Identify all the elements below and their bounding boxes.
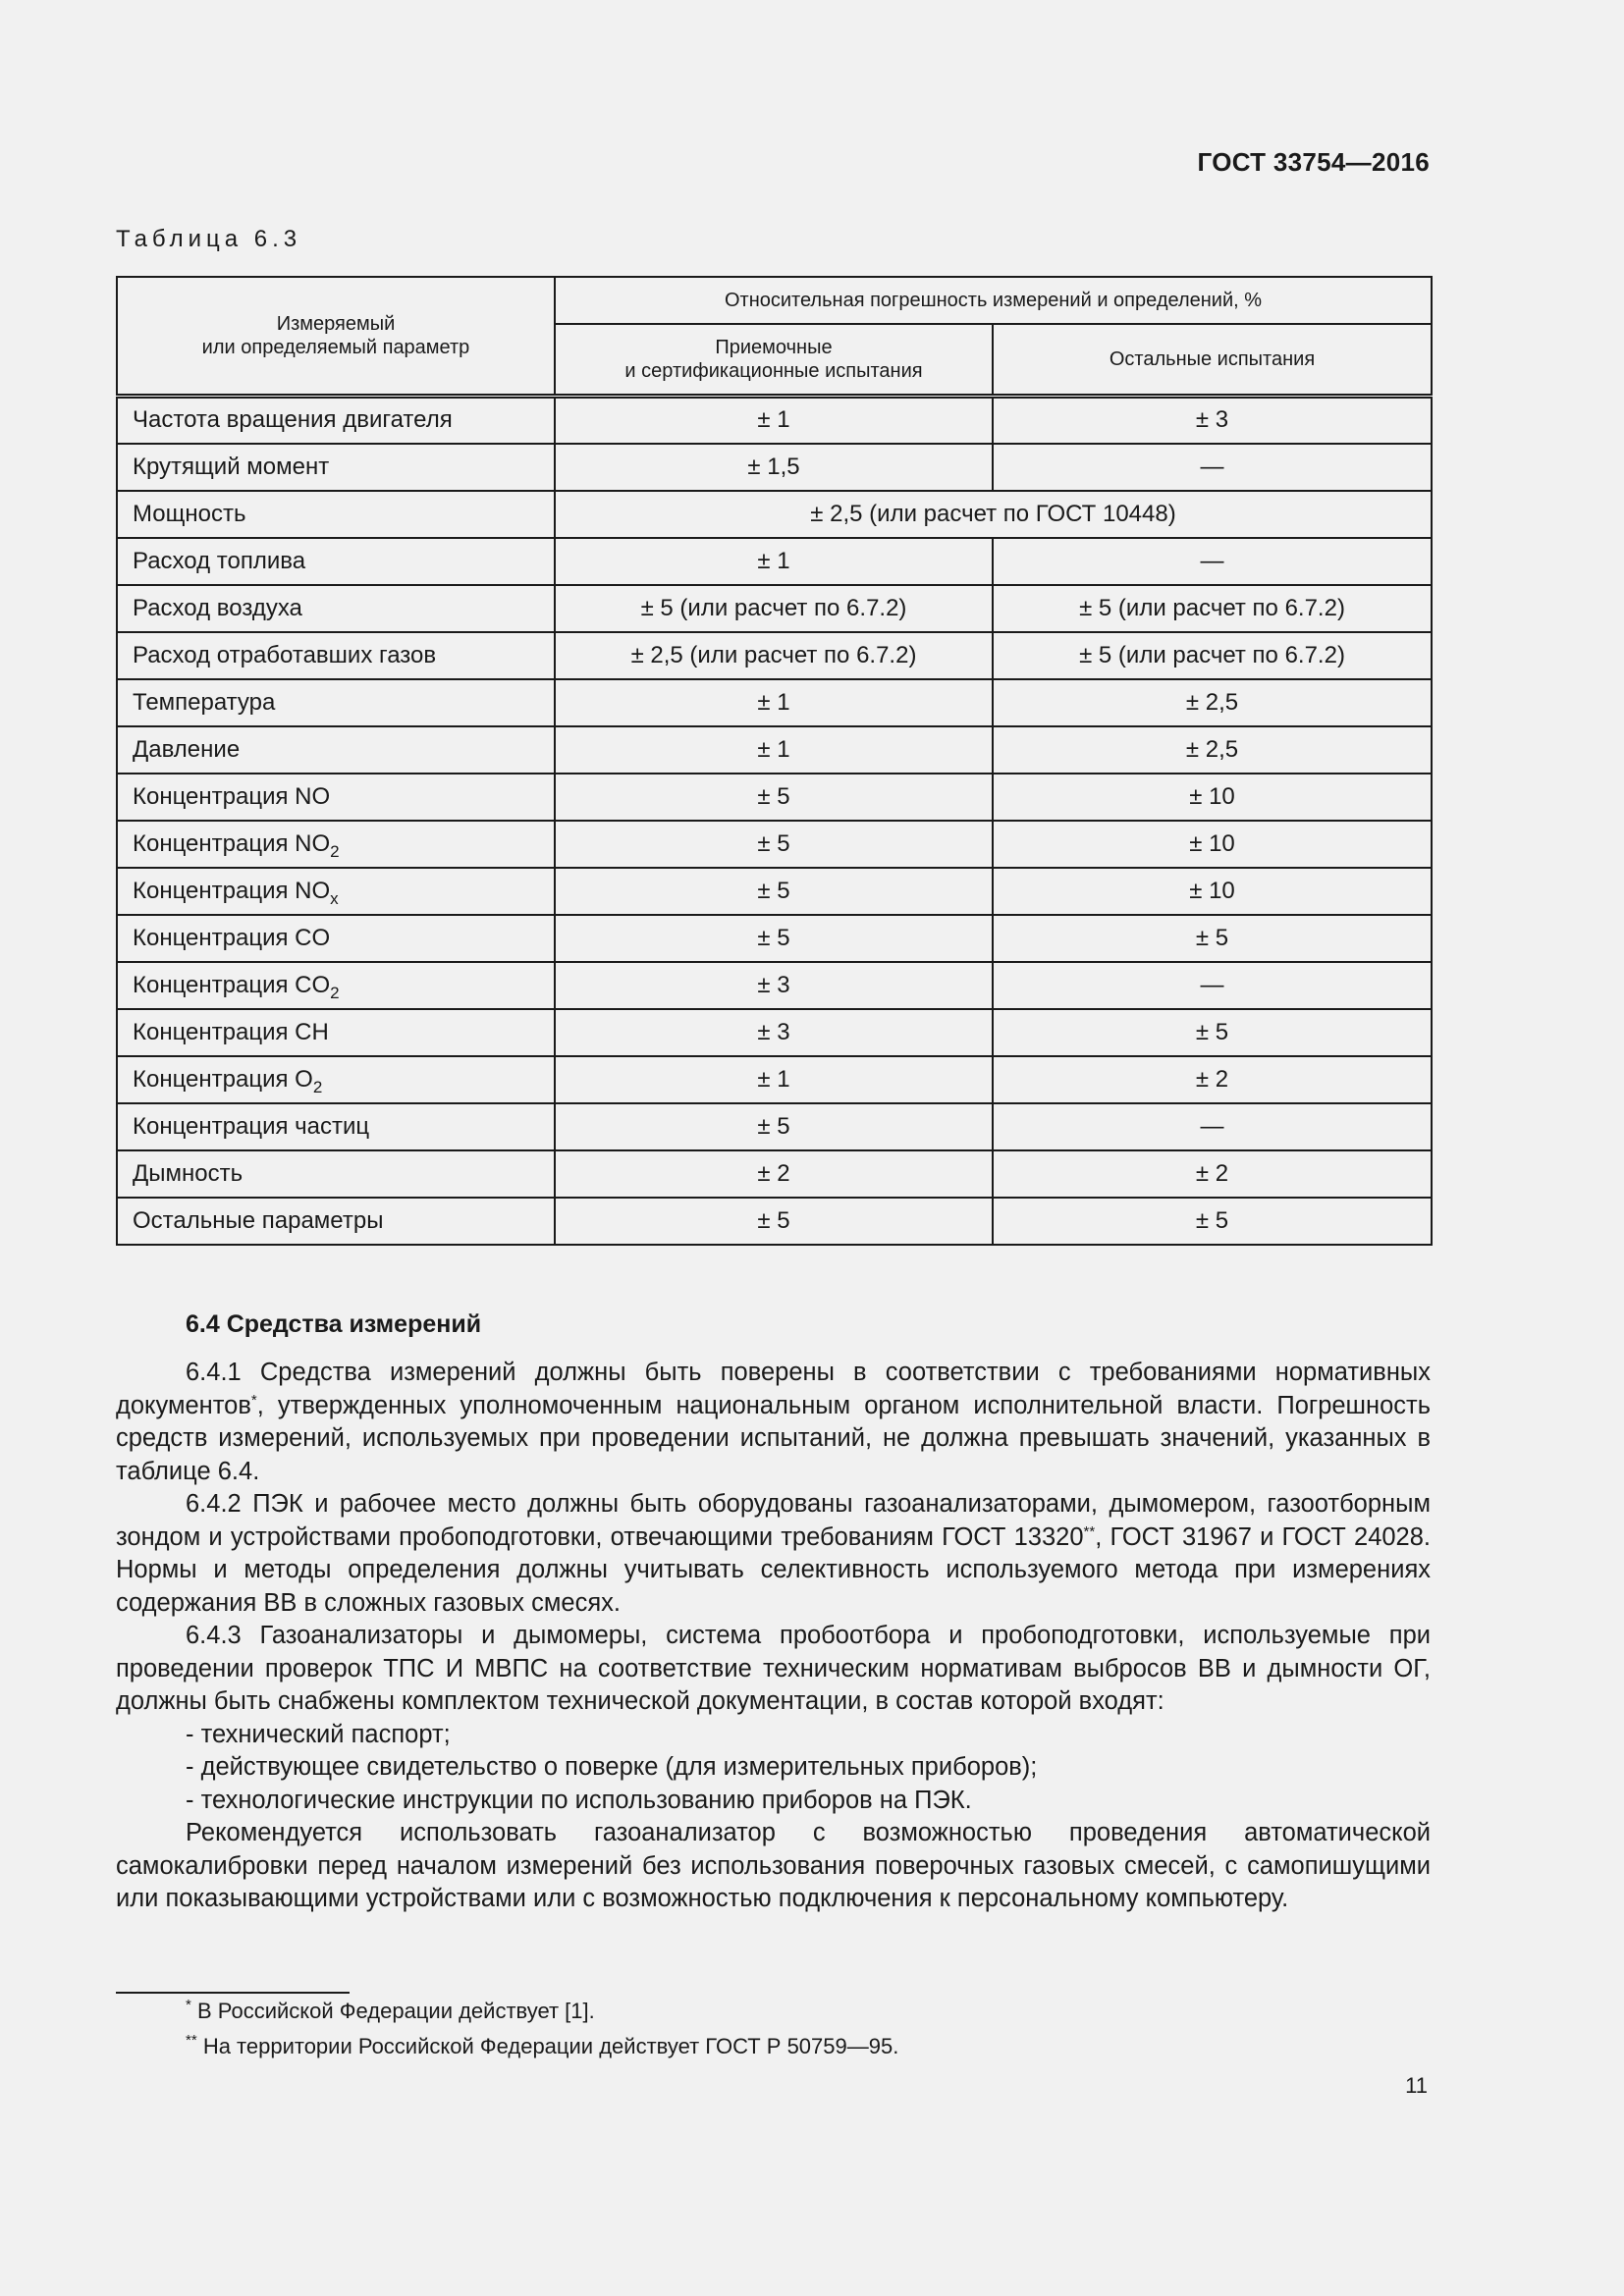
acceptance-value-cell: ± 1	[555, 538, 993, 585]
other-value-cell: ± 2,5	[993, 726, 1432, 774]
acceptance-value-cell: ± 1	[555, 726, 993, 774]
section-body	[116, 1357, 1431, 1916]
other-value-cell: ± 10	[993, 774, 1432, 821]
acceptance-value-cell: ± 1	[555, 1056, 993, 1103]
parameter-cell: Концентрация $O_2$	[117, 1056, 555, 1103]
parameter-cell: Концентрация частиц	[117, 1103, 555, 1150]
parameter-cell: Концентрация NO	[117, 774, 555, 821]
other-value-cell: ± 5 (или расчет по 6.7.2)	[993, 632, 1432, 679]
list-item: - технический паспорт;	[186, 1720, 451, 1748]
other-value-cell: ± 2	[993, 1150, 1432, 1198]
acceptance-value-cell: ± 5	[555, 774, 993, 821]
parameter-cell: Концентрация CO	[117, 915, 555, 962]
paragraph-6-4-1: 6.4.1 Средства измерений должны быть поверены в соответствии с требованиями нормативных документов*, утвержденных уполномоченным национальным органом исполнительной власти. Погрешность средств измерений, используемых при проведении испытаний, не должна превышать значений, указанных в таблице 6.4.	[116, 1359, 1431, 1485]
other-value-cell: —	[993, 962, 1432, 1009]
acceptance-value-cell: ± 5 (или расчет по 6.7.2)	[555, 585, 993, 632]
other-value-cell: ± 2	[993, 1056, 1432, 1103]
acceptance-value-cell: ± 5	[555, 1198, 993, 1245]
other-value-cell: —	[993, 538, 1432, 585]
parameter-cell: Температура	[117, 679, 555, 726]
section-title: 6.4 Средства измерений	[186, 1310, 482, 1338]
parameter-cell: Концентрация $NO_2$	[117, 821, 555, 868]
acceptance-value-cell: ± 5	[555, 1103, 993, 1150]
acceptance-value-cell: ± 5	[555, 821, 993, 868]
paragraph-recommendation: Рекомендуется использовать газоанализатор с возможностью проведения автоматической самокалибровки перед началом измерений без использования поверочных газовых смесей, с самопишущими или показывающими устройствами или с возможностью подключения к персональному компьютеру.	[116, 1819, 1431, 1912]
acceptance-value-cell: ± 5	[555, 868, 993, 915]
table-row	[117, 491, 1432, 538]
header-acceptance-tests: Приемочные и сертификационные испытания	[555, 324, 993, 397]
parameter-cell: Частота вращения двигателя	[117, 397, 555, 444]
table-row	[117, 585, 1432, 632]
other-value-cell: ± 5	[993, 915, 1432, 962]
acceptance-value-cell: ± 1	[555, 679, 993, 726]
table-caption: Таблица 6.3	[116, 226, 302, 252]
table-row	[117, 679, 1432, 726]
table-row	[117, 821, 1432, 868]
acceptance-value-cell: ± 1,5	[555, 444, 993, 491]
other-value-cell: ± 5 (или расчет по 6.7.2)	[993, 585, 1432, 632]
parameter-cell: Расход отработавших газов	[117, 632, 555, 679]
parameter-cell: Расход топлива	[117, 538, 555, 585]
header-parameter: Измеряемый или определяемый параметр	[117, 277, 555, 397]
header-other-tests: Остальные испытания	[993, 324, 1432, 397]
list-item: - технологические инструкции по использованию приборов на ПЭК.	[186, 1786, 972, 1814]
parameter-cell: Расход воздуха	[117, 585, 555, 632]
table-row	[117, 538, 1432, 585]
parameter-cell: Концентрация CH	[117, 1009, 555, 1056]
acceptance-value-cell: ± 2	[555, 1150, 993, 1198]
table-row	[117, 962, 1432, 1009]
table-row	[117, 1103, 1432, 1150]
other-value-cell: ± 5	[993, 1198, 1432, 1245]
footnote-separator	[116, 1992, 350, 1994]
other-value-cell: ± 5	[993, 1009, 1432, 1056]
table-row	[117, 774, 1432, 821]
acceptance-value-cell: ± 3	[555, 962, 993, 1009]
merged-value-cell: ± 2,5 (или расчет по ГОСТ 10448)	[555, 491, 1432, 538]
paragraph-6-4-2: 6.4.2 ПЭК и рабочее место должны быть оборудованы газоанализаторами, дымомером, газоотборным зондом и устройствами пробоподготовки, отвечающими требованиям ГОСТ 13320**, ГОСТ 31967 и ГОСТ 24028. Нормы и методы определения должны учитывать селективность используемого метода при измерениях содержания ВВ в сложных газовых смесях.	[116, 1490, 1432, 1617]
other-value-cell: ± 2,5	[993, 679, 1432, 726]
parameter-cell: Концентрация $CO_2$	[117, 962, 555, 1009]
table-row	[117, 1009, 1432, 1056]
acceptance-value-cell: ± 1	[555, 397, 993, 444]
other-value-cell: ± 10	[993, 821, 1432, 868]
list-item: - действующее свидетельство о поверке (для измерительных приборов);	[186, 1753, 1038, 1781]
document-code: ГОСТ 33754—2016	[1197, 147, 1430, 177]
acceptance-value-cell: ± 2,5 (или расчет по 6.7.2)	[555, 632, 993, 679]
table-row	[117, 726, 1432, 774]
table-row	[117, 397, 1432, 444]
table-row	[117, 915, 1432, 962]
header-error-group: Относительная погрешность измерений и определений, %	[555, 277, 1432, 324]
table-row	[117, 868, 1432, 915]
acceptance-value-cell: ± 3	[555, 1009, 993, 1056]
parameter-cell: Концентрация $NO_x$	[117, 868, 555, 915]
footnote-1: * В Российской Федерации действует [1].	[186, 1997, 595, 2023]
acceptance-value-cell: ± 5	[555, 915, 993, 962]
footnote-2: ** На территории Российской Федерации действует ГОСТ Р 50759—95.	[186, 2032, 899, 2058]
measurement-error-table	[116, 276, 1433, 1246]
table-row	[117, 1056, 1432, 1103]
table-row	[117, 1198, 1432, 1245]
other-value-cell: —	[993, 444, 1432, 491]
parameter-cell: Дымность	[117, 1150, 555, 1198]
parameter-cell: Крутящий момент	[117, 444, 555, 491]
paragraph-6-4-3: 6.4.3 Газоанализаторы и дымомеры, система пробоотбора и пробоподготовки, используемые при проведении проверок ТПС И МВПС на соответствие техническим нормативам выбросов ВВ и дымности ОГ, должны быть снабжены комплектом технической документации, в состав которой входят:	[116, 1622, 1431, 1715]
other-value-cell: —	[993, 1103, 1432, 1150]
page-number: 11	[1405, 2073, 1428, 2098]
table-row	[117, 1150, 1432, 1198]
parameter-cell: Давление	[117, 726, 555, 774]
parameter-cell: Мощность	[117, 491, 555, 538]
other-value-cell: ± 10	[993, 868, 1432, 915]
other-value-cell: ± 3	[993, 397, 1432, 444]
table-row	[117, 444, 1432, 491]
table-row	[117, 632, 1432, 679]
parameter-cell: Остальные параметры	[117, 1198, 555, 1245]
